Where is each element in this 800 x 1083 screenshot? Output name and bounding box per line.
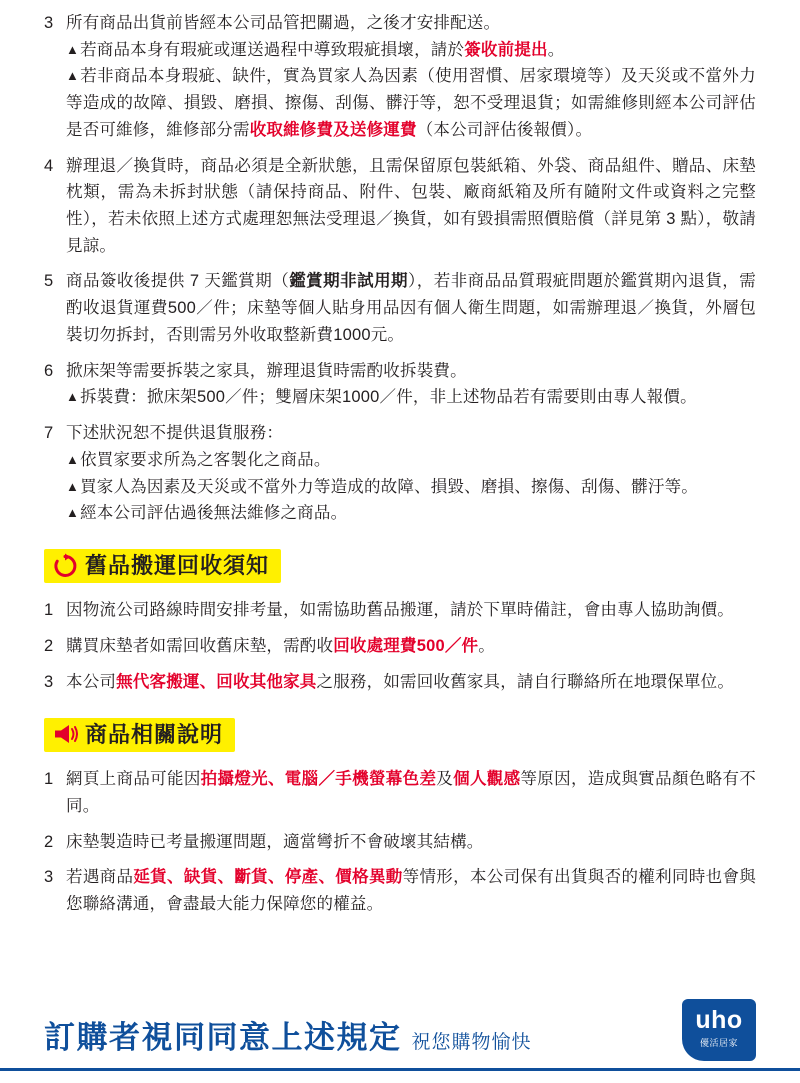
body-text: 依買家要求所為之客製化之商品。 — [80, 450, 331, 469]
recycle-heading-tag — [44, 549, 281, 584]
list-item-line — [66, 500, 756, 527]
logo-main-text: uho — [695, 1006, 743, 1034]
product-heading-tag — [44, 718, 235, 753]
highlight-text: 延貨、缺貨、斷貨、停產、價格異動 — [133, 868, 403, 887]
list-item — [44, 766, 756, 819]
list-item-number: 6 — [44, 361, 54, 380]
list-item-line — [66, 447, 756, 474]
return-policy-list — [44, 10, 756, 527]
highlight-text: 拍攝燈光、電腦／手機螢幕色差 — [200, 770, 437, 789]
megaphone-icon — [52, 721, 78, 747]
highlight-text: 收取維修費及送修運費 — [249, 120, 417, 139]
list-item-body — [66, 420, 756, 527]
body-text: （本公司評估後報價）。 — [416, 120, 593, 139]
body-text: 等情形，本公司保有出貨與否的權利同時也會與您聯絡溝通，會盡最大能力保障您的權益。 — [66, 868, 756, 913]
list-item-line — [66, 766, 756, 819]
list-item-number: 1 — [44, 601, 54, 620]
body-text: 掀床架等需要拆裝之家具，辦理退貨時需酌收拆裝費。 — [66, 361, 467, 380]
highlight-text: 個人觀感 — [453, 770, 521, 789]
list-item-line — [66, 63, 756, 143]
body-text: 買家人為因素及天災或不當外力等造成的故障、損毀、磨損、擦傷、刮傷、髒汙等。 — [80, 477, 698, 496]
list-item-number: 3 — [44, 672, 54, 691]
list-item-line — [66, 153, 756, 260]
body-text: 商品簽收後提供 7 天鑑賞期（ — [66, 272, 290, 291]
body-text: 因物流公司路線時間安排考量，如需協助舊品搬運，請於下單時備註，會由專人協助詢價。 — [66, 601, 734, 620]
list-item-body — [66, 358, 756, 411]
list-item-line — [66, 37, 756, 64]
list-item — [44, 829, 756, 856]
emphasis-text: 鑑賞期非試用期 — [289, 272, 409, 291]
list-item-line — [66, 864, 756, 917]
product-list — [44, 766, 756, 918]
list-item — [44, 10, 756, 144]
list-item — [44, 633, 756, 660]
body-text: 下述狀況恕不提供退貨服務： — [66, 424, 284, 443]
list-item-body — [66, 153, 756, 260]
list-item-line — [66, 829, 756, 856]
list-item-body — [66, 766, 756, 819]
list-item-body — [66, 864, 756, 917]
body-text: 辦理退／換貨時，商品必須是全新狀態，且需保留原包裝紙箱、外袋、商品組件、贈品、床墊枕類，需為未拆封狀態（請保持商品、附件、包裝、廠商紙箱及所有隨附文件或資料之完整性），若未依照上述方式處理恕無法受理退／換貨，如有毀損需照價賠償（詳見第 3 點），敬請見諒。 — [66, 156, 756, 255]
body-text: 床墊製造時已考量搬運問題，適當彎折不會破壞其結構。 — [66, 832, 484, 851]
list-item-line — [66, 669, 756, 696]
list-item-body — [66, 268, 756, 348]
logo-sub-text: 優活居家 — [699, 1038, 738, 1048]
section-heading-product — [44, 718, 756, 753]
recycle-heading-label: 舊品搬運回收須知 — [85, 552, 270, 578]
footer-statement — [44, 1012, 532, 1057]
uho-logo — [682, 999, 756, 1061]
triangle-bullet-icon: ▲ — [66, 389, 80, 405]
list-item-number: 3 — [44, 868, 54, 887]
list-item — [44, 358, 756, 411]
list-item-number: 4 — [44, 156, 54, 175]
list-item-body — [66, 10, 756, 144]
list-item-number: 5 — [44, 272, 54, 291]
list-item-line — [66, 633, 756, 660]
list-item-line — [66, 420, 756, 447]
body-text: 若商品本身有瑕疵或運送過程中導致瑕疵損壞，請於 — [80, 40, 465, 59]
body-text: 本公司 — [66, 672, 117, 691]
list-item-line — [66, 268, 756, 348]
body-text: ），若非商品品質瑕疵問題於鑑賞期內退貨，需酌收退貨運費500／件；床墊等個人貼身用品因有個人衛生問題，如需辦理退／換貨，外層包裝切勿拆封，否則需另外收取整新費1000元。 — [66, 272, 756, 344]
list-item — [44, 153, 756, 260]
list-item — [44, 268, 756, 348]
list-item-number: 3 — [44, 14, 54, 32]
footer-sub-text: 祝您購物愉快 — [411, 1032, 532, 1053]
list-item-line — [66, 358, 756, 385]
body-text: 購買床墊者如需回收舊床墊，需酌收 — [66, 637, 334, 656]
triangle-bullet-icon: ▲ — [66, 451, 80, 467]
triangle-bullet-icon: ▲ — [66, 478, 80, 494]
footer-main-text: 訂購者視同同意上述規定 — [44, 1020, 402, 1055]
footer-divider — [0, 1068, 800, 1071]
list-item-number: 7 — [44, 424, 54, 443]
body-text: 拆裝費：掀床架500／件；雙層床架1000／件，非上述物品若有需要則由專人報價。 — [80, 388, 697, 407]
list-item-body — [66, 633, 756, 660]
body-text: 。 — [547, 40, 565, 59]
triangle-bullet-icon: ▲ — [66, 41, 80, 57]
list-item-number: 2 — [44, 637, 54, 656]
document-footer — [0, 987, 800, 1083]
list-item-number: 1 — [44, 770, 54, 789]
highlight-text: 簽收前提出 — [464, 40, 548, 59]
body-text: 網頁上商品可能因 — [66, 770, 201, 789]
list-item-body — [66, 829, 756, 856]
list-item-line — [66, 384, 756, 411]
list-item-number: 2 — [44, 832, 54, 851]
body-text: 等原因，造成與實品顏色略有不同。 — [66, 770, 756, 815]
body-text: 之服務，如需回收舊家具，請自行聯絡所在地環保單位。 — [316, 672, 735, 691]
list-item — [44, 420, 756, 527]
highlight-text: 回收處理費500／件 — [333, 637, 479, 656]
list-item-line — [66, 474, 756, 501]
list-item-body — [66, 669, 756, 696]
body-text: 經本公司評估過後無法維修之商品。 — [80, 504, 348, 523]
list-item — [44, 864, 756, 917]
body-text: 若遇商品 — [66, 868, 134, 887]
list-item-line — [66, 10, 756, 37]
body-text: 。 — [478, 637, 495, 656]
section-heading-recycle — [44, 549, 756, 584]
body-text: 若非商品本身瑕疵、缺件，實為買家人為因素（使用習慣、居家環境等）及天災或不當外力等造成的故障、損毀、磨損、擦傷、刮傷、髒汙等，恕不受理退貨；如需維修則經本公司評估是否可維修，維修部分需 — [66, 67, 756, 139]
highlight-text: 無代客搬運、回收其他家具 — [116, 672, 317, 691]
product-heading-label: 商品相關說明 — [85, 721, 224, 747]
list-item-body — [66, 597, 756, 624]
body-text: 及 — [436, 770, 454, 789]
body-text: 所有商品出貨前皆經本公司品管把關過，之後才安排配送。 — [66, 14, 501, 32]
recycle-list — [44, 597, 756, 695]
triangle-bullet-icon: ▲ — [66, 68, 80, 84]
triangle-bullet-icon: ▲ — [66, 505, 80, 521]
list-item — [44, 597, 756, 624]
list-item — [44, 669, 756, 696]
list-item-line — [66, 597, 756, 624]
recycle-icon — [52, 553, 78, 579]
